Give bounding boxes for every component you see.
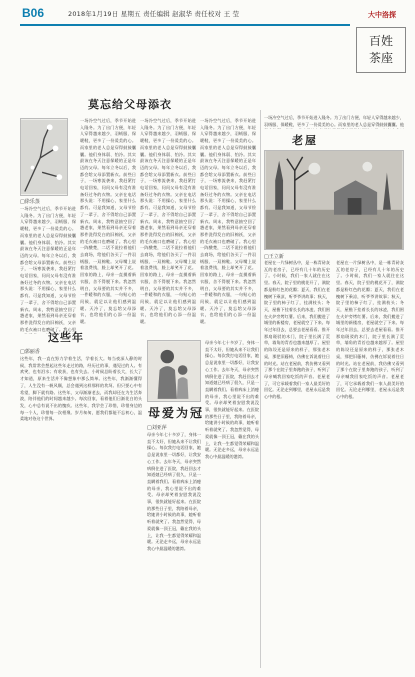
article-body-muai-col1: 母亲今年七十多岁了，身体一直不太好，但她从来不让我们操心。每次我打电话回家，她总是说家里一切都好，让我安心工作。去年冬天，母亲突然病倒住进了医院，我赶回去才知道她已经病了很久，只是一直瞒着我们。看着病床上消瘦的母亲，我心里说不出的难受。母亲却笑着安慰我说没事，很快就能好起来。在医院的那些日子里，我陪着母亲，给她讲小时候的故事，她听着听着就笑了。我忽然觉得，母爱就像一顶王冠，戴在我的头上，让我一生都觉得荣耀和温暖。无论走多远，母亲永远是我心中最温暖的港湾。 bbox=[147, 432, 201, 551]
article-author-main: □徐乐蒸 bbox=[20, 199, 40, 205]
article-photo-mother-child bbox=[147, 340, 201, 402]
article-body-main-col2: 一场冷空气过后，季节开始进入隆冬。为了出门方便，年轻人穿得越来越少，羽绒服、保暖鞋，更多了一份爱美的心。而家里的老人总是穿得鼓鼓囊囊。他们身体弱、怕冷。其实最该在冬天注意保暖的正是年迈的父母。每年立冬以后，我都会给父母添置新衣。前些日子，一场寒流袭来，我赶紧打电话回家，问问父母有没有准备好过冬的衣物。父亲在电话那头说：不用操心，家里什么都有。可是我知道，父母节俭了一辈子，舍不得给自己添置新衣。周末，我特意抽空回了趟老家，果然看到母亲还穿着那件洗得发白的旧棉袄，父亲的毛衣袖口也磨破了。我心里一阵酸楚，二话不说拉着他们去商场，给他们各买了一件羽绒服、一双棉鞋。父母嘴上说着浪费钱，脸上却笑开了花。回家的路上，母亲一直摸着新衣服，舍不得脱下来。我忽然明白，父母要的其实并不多，一件暖和的衣服，一句贴心的问候，就足以让他们感到温暖。天冷了，莫忘给父母添衣，也给他们的心添一份温暖。 bbox=[80, 118, 136, 325]
article-title-muai: 母爱为冠 bbox=[148, 406, 205, 420]
article-body-laoju-col1: 老屋在一片绿树丛中，是一栋青砖灰瓦的老房子，已经有几十年的历史了。小时候，我们一家人就住在这里。春天，院子里的桃花开了，满院都是粉红色的花瓣；夏天，我们在老槐树下乘凉，听爷爷讲故事；秋天，院子里的柿子红了，挂满枝头；冬天，屋檐下挂着长长的冰凌，我们围在火炉旁烤红薯。后来，我们搬进了城里的新楼房，老屋就空了下来。每年过年回去，总要去老屋看看。推开那扇斑驳的木门，院子里长满了荒草，墙角的青苔也越来越厚了。屋里的陈设还是原来的样子，那张老木桌，那把旧藤椅，仿佛在诉说着往日的时光。站在老屋前，我仿佛又看到了那个在院子里奔跑的孩子，听到了母亲喊我回家吃饭的声音。老屋老了，可它承载着我们一家人最美好的回忆。无论走到哪里，老屋永远是我心中的根。 bbox=[264, 260, 330, 400]
article-body-muai-col2: 母亲今年七十多岁了，身体一直不太好，但她从来不让我们操心。每次我打电话回家，她总是说家里一切都好，让我安心工作。去年冬天，母亲突然病倒住进了医院，我赶回去才知道她已经病了很久，只是一直瞒着我们。看着病床上消瘦的母亲，我心里说不出的难受。母亲却笑着安慰我说没事，很快就能好起来。在医院的那些日子里，我陪着母亲，给她讲小时候的故事，她听着听着就笑了。我忽然觉得，母爱就像一顶王冠，戴在我的头上，让我一生都觉得荣耀和温暖。无论走多远，母亲永远是我心中最温暖的港湾。 bbox=[205, 340, 259, 459]
section-badge bbox=[356, 27, 406, 73]
article-author-zhenian: □郭丽香 bbox=[20, 349, 40, 355]
article-title-laoju: 老屋 bbox=[292, 134, 318, 147]
article-body-main-col3: 一场冷空气过后，季节开始进入隆冬。为了出门方便，年轻人穿得越来越少，羽绒服、保暖鞋，更多了一份爱美的心。而家里的老人总是穿得鼓鼓囊囊。他们身体弱、怕冷。其实最该在冬天注意保暖的正是年迈的父母。每年立冬以后，我都会给父母添置新衣。前些日子，一场寒流袭来，我赶紧打电话回家，问问父母有没有准备好过冬的衣物。父亲在电话那头说：不用操心，家里什么都有。可是我知道，父母节俭了一辈子，舍不得给自己添置新衣。周末，我特意抽空回了趟老家，果然看到母亲还穿着那件洗得发白的旧棉袄，父亲的毛衣袖口也磨破了。我心里一阵酸楚，二话不说拉着他们去商场，给他们各买了一件羽绒服、一双棉鞋。父母嘴上说着浪费钱，脸上却笑开了花。回家的路上，母亲一直摸着新衣服，舍不得脱下来。我忽然明白，父母要的其实并不多，一件暖和的衣服，一句贴心的问候，就足以让他们感到温暖。天冷了，莫忘给父母添衣，也给他们的心添一份温暖。 bbox=[140, 118, 196, 325]
article-photo-old-house bbox=[264, 150, 404, 250]
article-author-laoju: □王立新 bbox=[264, 254, 284, 260]
article-body-zhenian: 这些年，我一直在努力学着生活，学着长大。每当夜深人静的时候，我常常会想起这些年走过的路，经历过的事，遇见过的人。有欢笑，也有泪水；有收获，也有失去。小时候总盼着长大，长大了才知道，原来生活并不像想象中那么简单。这些年，我渐渐懂得了，人生没有一帆风顺，总会遇到这样那样的坎坷。但只要心中有希望，脚下就有路。这些年，父母渐渐老去，而我却还在为生活奔波，陪伴他们的时间越来越少。每次回家，看着他们日渐花白的头发，心中总有说不出的愧疚。这些年，我学会了珍惜，珍惜身边的每一个人，珍惜每一次相聚。岁月匆匆，愿我们都能不忘初心，温柔地对待这个世界。 bbox=[20, 356, 142, 422]
page-number: B06 bbox=[22, 6, 45, 20]
section-name-line2: 茶座 bbox=[368, 51, 393, 65]
dateline: 2018年1月19日 星期五 责任编辑 赵淑华 责任校对 王 莹 bbox=[68, 10, 240, 18]
column-divider bbox=[260, 110, 261, 668]
section-name-line1: 百姓 bbox=[368, 34, 393, 48]
article-author-muai: □刘亚萍 bbox=[147, 425, 167, 431]
article-body-laoju-col2: 老屋在一片绿树丛中，是一栋青砖灰瓦的老房子，已经有几十年的历史了。小时候，我们一家人就住在这里。春天，院子里的桃花开了，满院都是粉红色的花瓣；夏天，我们在老槐树下乘凉，听爷爷讲故事；秋天，院子里的柿子红了，挂满枝头；冬天，屋檐下挂着长长的冰凌，我们围在火炉旁烤红薯。后来，我们搬进了城里的新楼房，老屋就空了下来。每年过年回去，总要去老屋看看。推开那扇斑驳的木门，院子里长满了荒草，墙角的青苔也越来越厚了。屋里的陈设还是原来的样子，那张老木桌，那把旧藤椅，仿佛在诉说着往日的时光。站在老屋前，我仿佛又看到了那个在院子里奔跑的孩子，听到了母亲喊我回家吃饭的声音。老屋老了，可它承载着我们一家人最美好的回忆。无论走到哪里，老屋永远是我心中的根。 bbox=[336, 260, 404, 400]
article-title-zhenian: 这些年 bbox=[48, 331, 84, 344]
article-body-main-col1: 一场冷空气过后，季节开始进入隆冬。为了出门方便，年轻人穿得越来越少，羽绒服、保暖鞋，更多了一份爱美的心。而家里的老人总是穿得鼓鼓囊囊。他们身体弱、怕冷。其实最该在冬天注意保暖的正是年迈的父母。每年立冬以后，我都会给父母添置新衣。前些日子，一场寒流袭来，我赶紧打电话回家，问问父母有没有准备好过冬的衣物。父亲在电话那头说：不用操心，家里什么都有。可是我知道，父母节俭了一辈子，舍不得给自己添置新衣。周末，我特意抽空回了趟老家，果然看到母亲还穿着那件洗得发白的旧棉袄，父亲的毛衣袖口也磨破了。我心里 bbox=[20, 206, 76, 332]
header-rule bbox=[20, 24, 350, 26]
article-body-main-col4: 一场冷空气过后，季节开始进入隆冬。为了出门方便，年轻人穿得越来越少，羽绒服、保暖鞋，更多了一份爱美的心。而家里的老人总是穿得鼓鼓囊囊。他们身体弱、怕冷。其实最该在冬天注意保暖的正是年迈的父母。每年立冬以后，我都会给父母添置新衣。前些日子，一场寒流袭来，我赶紧打电话回家，问问父母有没有准备好过冬的衣物。父亲在电话那头说：不用操心，家里什么都有。可是我知道，父母节俭了一辈子，舍不得给自己添置新衣。周末，我特意抽空回了趟老家，果然看到母亲还穿着那件洗得发白的旧棉袄，父亲的毛衣袖口也磨破了。我心里一阵酸楚，二话不说拉着他们去商场，给他们各买了一件羽绒服、一双棉鞋。父母嘴上说着浪费钱，脸上却笑开了花。回家的路上，母亲一直摸着新衣服，舍不得脱下来。我忽然明白，父母要的其实并不多，一件暖和的衣服，一句贴心的问候，就足以让他们感到温暖。天冷了，莫忘给父母添衣，也给他们的心添一份温暖。 bbox=[200, 118, 256, 325]
article-title-main: 莫忘给父母添衣 bbox=[88, 98, 172, 111]
newspaper-logo: 大中洛探 bbox=[368, 11, 396, 19]
page-header bbox=[0, 0, 415, 44]
article-photo-snow-branch bbox=[20, 118, 68, 196]
article-body-main-col5: 一场冷空气过后，季节开始进入隆冬。为了出门方便，年轻人穿得越来越少，羽绒服、保暖鞋，更多了一份爱美的心。而家里的老人总是穿得鼓鼓囊囊。他 bbox=[264, 115, 404, 127]
